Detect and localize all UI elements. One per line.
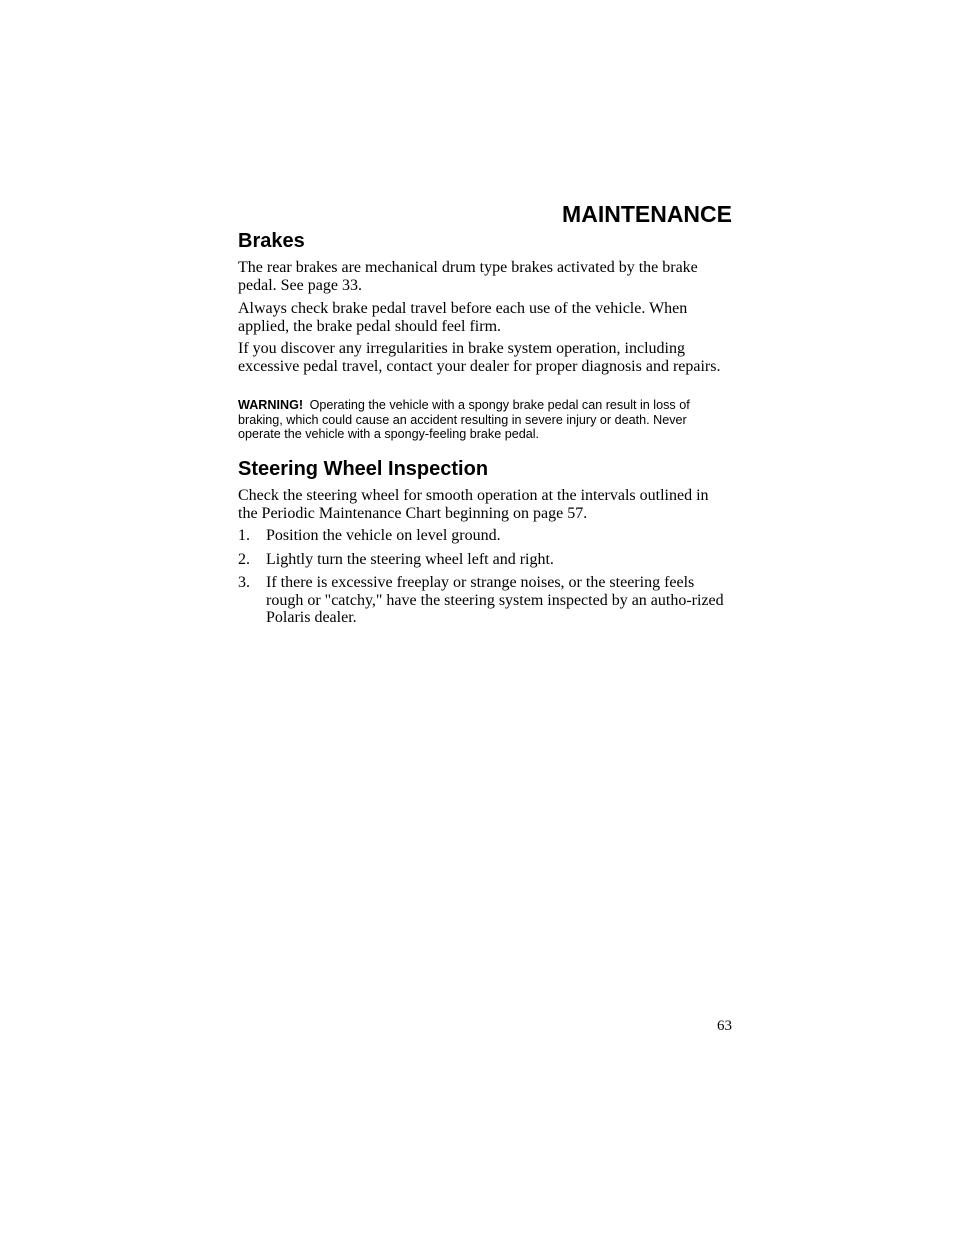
- section-header: MAINTENANCE: [562, 201, 732, 227]
- brakes-paragraph-1: The rear brakes are mechanical drum type brakes activated by the brake pedal. See page 33.: [238, 259, 698, 294]
- list-item-number: 1.: [238, 527, 250, 544]
- brakes-paragraph-3: If you discover any irregularities in brake system operation, including excessive pedal travel, contact your dealer for proper diagnosis and repairs.: [238, 340, 721, 375]
- list-item: [238, 551, 732, 569]
- list-item-text: If there is excessive freeplay or strange noises, or the steering feels rough or "catchy," have the steering system inspected by an autho-rized Polaris dealer.: [266, 574, 724, 626]
- manual-page: [238, 0, 732, 1235]
- list-item-text: Position the vehicle on level ground.: [266, 527, 501, 544]
- list-item-number: 2.: [238, 551, 250, 568]
- warning-label: WARNING!: [238, 398, 304, 412]
- warning-text: Operating the vehicle with a spongy brake pedal can result in loss of braking, which could cause an accident resulting in severe injury or death. Never operate the vehicle with a spongy-feeling brake pedal.: [238, 398, 690, 441]
- brake-warning: [238, 398, 732, 442]
- brakes-paragraph-2: Always check brake pedal travel before each use of the vehicle. When applied, the brake pedal should feel firm.: [238, 300, 688, 335]
- steering-intro: Check the steering wheel for smooth operation at the intervals outlined in the Periodic Maintenance Chart beginning on page 57.: [238, 487, 709, 522]
- steering-heading: Steering Wheel Inspection: [238, 458, 489, 480]
- page-number: 63: [717, 1018, 732, 1034]
- list-item: [238, 527, 732, 545]
- brakes-heading: Brakes: [238, 230, 305, 252]
- list-item: [238, 574, 732, 627]
- list-item-number: 3.: [238, 574, 250, 591]
- list-item-text: Lightly turn the steering wheel left and right.: [266, 551, 554, 568]
